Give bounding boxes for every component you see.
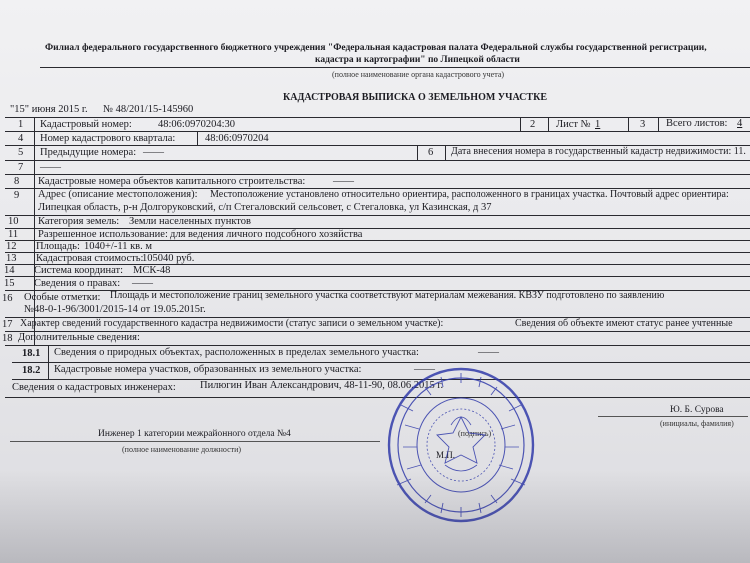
row-label: Характер сведений государственного кадастра недвижимости (статус записи о земельном участке): xyxy=(20,318,444,329)
table-line xyxy=(5,131,750,132)
row-value: —— xyxy=(143,147,164,158)
signer-position: Инженер 1 категории межрайонного отдела №4 xyxy=(98,429,291,439)
row-number: 11 xyxy=(8,229,19,240)
area-value: 1040+/-11 кв. м xyxy=(84,241,153,252)
table-line xyxy=(5,174,750,175)
document-number: № 48/201/15-145960 xyxy=(103,104,194,115)
org-name-line2: кадастра и картографии" по Липецкой области xyxy=(315,55,520,65)
row-value: —— xyxy=(414,364,435,375)
address-text-2: Липецкая область, р-н Долгоруковский, с/п Стегаловский сельсовет, с Стегаловка, ул Казинская, д 37 xyxy=(38,202,492,213)
row-label: Разрешенное использование: xyxy=(38,229,168,240)
date-entry-label: Дата внесения номера в государственный кадастр недвижимости: 11. xyxy=(451,146,746,157)
address-text-1: Местоположение установлено относительно ориентира, расположенного в границах участка. Почтовый адрес ориентира: xyxy=(210,189,729,200)
row-number: 10 xyxy=(8,216,19,227)
row-label: Сведения о кадастровых инженерах: xyxy=(12,382,176,393)
row-label: Предыдущие номера: xyxy=(40,147,137,158)
cadastral-value: 105040 руб. xyxy=(142,253,195,264)
row-number: 2 xyxy=(530,119,536,130)
row-number: 12 xyxy=(6,241,17,252)
special-notes-1: Площадь и местоположение границ земельного участка соответствуют материалам межевания. КВЗУ подготовлено по заявлению xyxy=(110,290,665,301)
row-number: 18 xyxy=(2,333,13,344)
row-label: Сведения о правах: xyxy=(34,278,121,289)
org-underline xyxy=(40,67,750,68)
stamp-place-mark: М.П. xyxy=(436,450,456,460)
table-vline xyxy=(520,117,521,131)
land-category: Земли населенных пунктов xyxy=(129,216,251,227)
table-vline xyxy=(445,145,446,160)
row-label: Адрес (описание местоположения): xyxy=(38,189,198,200)
table-line xyxy=(12,362,750,363)
table-vline xyxy=(658,117,659,131)
page-shadow xyxy=(0,470,750,563)
row-number: 5 xyxy=(18,147,24,158)
row-label: Кадастровые номера объектов капитального строительства: xyxy=(38,176,306,187)
row-label: Сведения о природных объектах, расположенных в пределах земельного участка: xyxy=(54,347,419,358)
name-caption: (инициалы, фамилия) xyxy=(660,419,734,428)
row-number: 8 xyxy=(14,176,20,187)
org-caption: (полное наименование органа кадастрового учета) xyxy=(332,70,505,79)
signer-name: Ю. Б. Сурова xyxy=(670,405,724,415)
row-value: —— xyxy=(478,347,499,358)
document-title: КАДАСТРОВАЯ ВЫПИСКА О ЗЕМЕЛЬНОМ УЧАСТКЕ xyxy=(283,92,547,103)
row-number: 14 xyxy=(4,265,15,276)
row-label: Кадастровые номера участков, образованных из земельного участка: xyxy=(54,364,362,375)
row-label: Площадь: xyxy=(36,241,80,252)
row-label: Особые отметки: xyxy=(24,292,101,303)
row-label: Номер кадастрового квартала: xyxy=(40,133,176,144)
table-line xyxy=(5,117,750,118)
document-date: "15" июня 2015 г. xyxy=(10,104,88,115)
row-value: —— xyxy=(132,278,153,289)
row-number: 4 xyxy=(18,133,24,144)
row-number: 15 xyxy=(4,278,15,289)
table-vline xyxy=(48,345,49,379)
row-number: 16 xyxy=(2,293,13,304)
row-number: 7 xyxy=(18,162,24,173)
table-line xyxy=(5,397,750,398)
row-value: —— xyxy=(40,162,61,173)
row-number: 18.1 xyxy=(22,348,41,359)
table-vline xyxy=(417,145,418,160)
record-status: Сведения об объекте имеют статус ранее учтенные xyxy=(515,318,733,329)
row-label: Система координат: xyxy=(34,265,124,276)
table-vline xyxy=(548,117,549,131)
permitted-use: для ведения личного подсобного хозяйства xyxy=(170,229,363,240)
footer-underline xyxy=(10,441,380,442)
row-number: 17 xyxy=(2,319,13,330)
quarter-number: 48:06:0970204 xyxy=(205,133,269,144)
row-number: 18.2 xyxy=(22,365,41,376)
footer-underline xyxy=(598,416,748,417)
cadastral-number: 48:06:0970204:30 xyxy=(158,119,236,130)
row-value: —— xyxy=(333,176,354,187)
sheet-label: Лист № xyxy=(556,119,591,130)
sheet-value: 1 xyxy=(595,119,601,130)
table-vline xyxy=(628,117,629,131)
table-line xyxy=(5,345,750,346)
row-label: Кадастровая стоимость: xyxy=(36,253,144,264)
official-stamp-icon xyxy=(385,365,537,525)
row-number: 3 xyxy=(640,119,646,130)
sheets-label: Всего листов: xyxy=(666,118,728,129)
signature-caption: (подпись) xyxy=(458,429,492,438)
row-label: Дополнительные сведения: xyxy=(18,332,140,343)
table-vline xyxy=(197,131,198,145)
org-name-line1: Филиал федерального государственного бюджетного учреждения "Федеральная кадастровая палата Федеральной службы государственной регистрации, xyxy=(45,43,707,53)
row-number: 1 xyxy=(18,119,24,130)
engineer-info: Пилюгин Иван Александрович, 48-11-90, 08.06.2015 г. xyxy=(200,380,444,391)
row-label: Кадастровый номер: xyxy=(40,119,132,130)
row-number: 13 xyxy=(6,253,17,264)
coordinate-system: МСК-48 xyxy=(133,265,171,276)
row-label: Категория земель: xyxy=(38,216,120,227)
row-number: 9 xyxy=(14,190,20,201)
position-caption: (полное наименование должности) xyxy=(122,445,242,454)
special-notes-2: №48-0-1-96/3001/2015-14 от 19.05.2015г. xyxy=(24,304,206,315)
sheets-value: 4 xyxy=(737,118,743,129)
row-number: 6 xyxy=(428,147,434,158)
table-line xyxy=(5,160,750,161)
